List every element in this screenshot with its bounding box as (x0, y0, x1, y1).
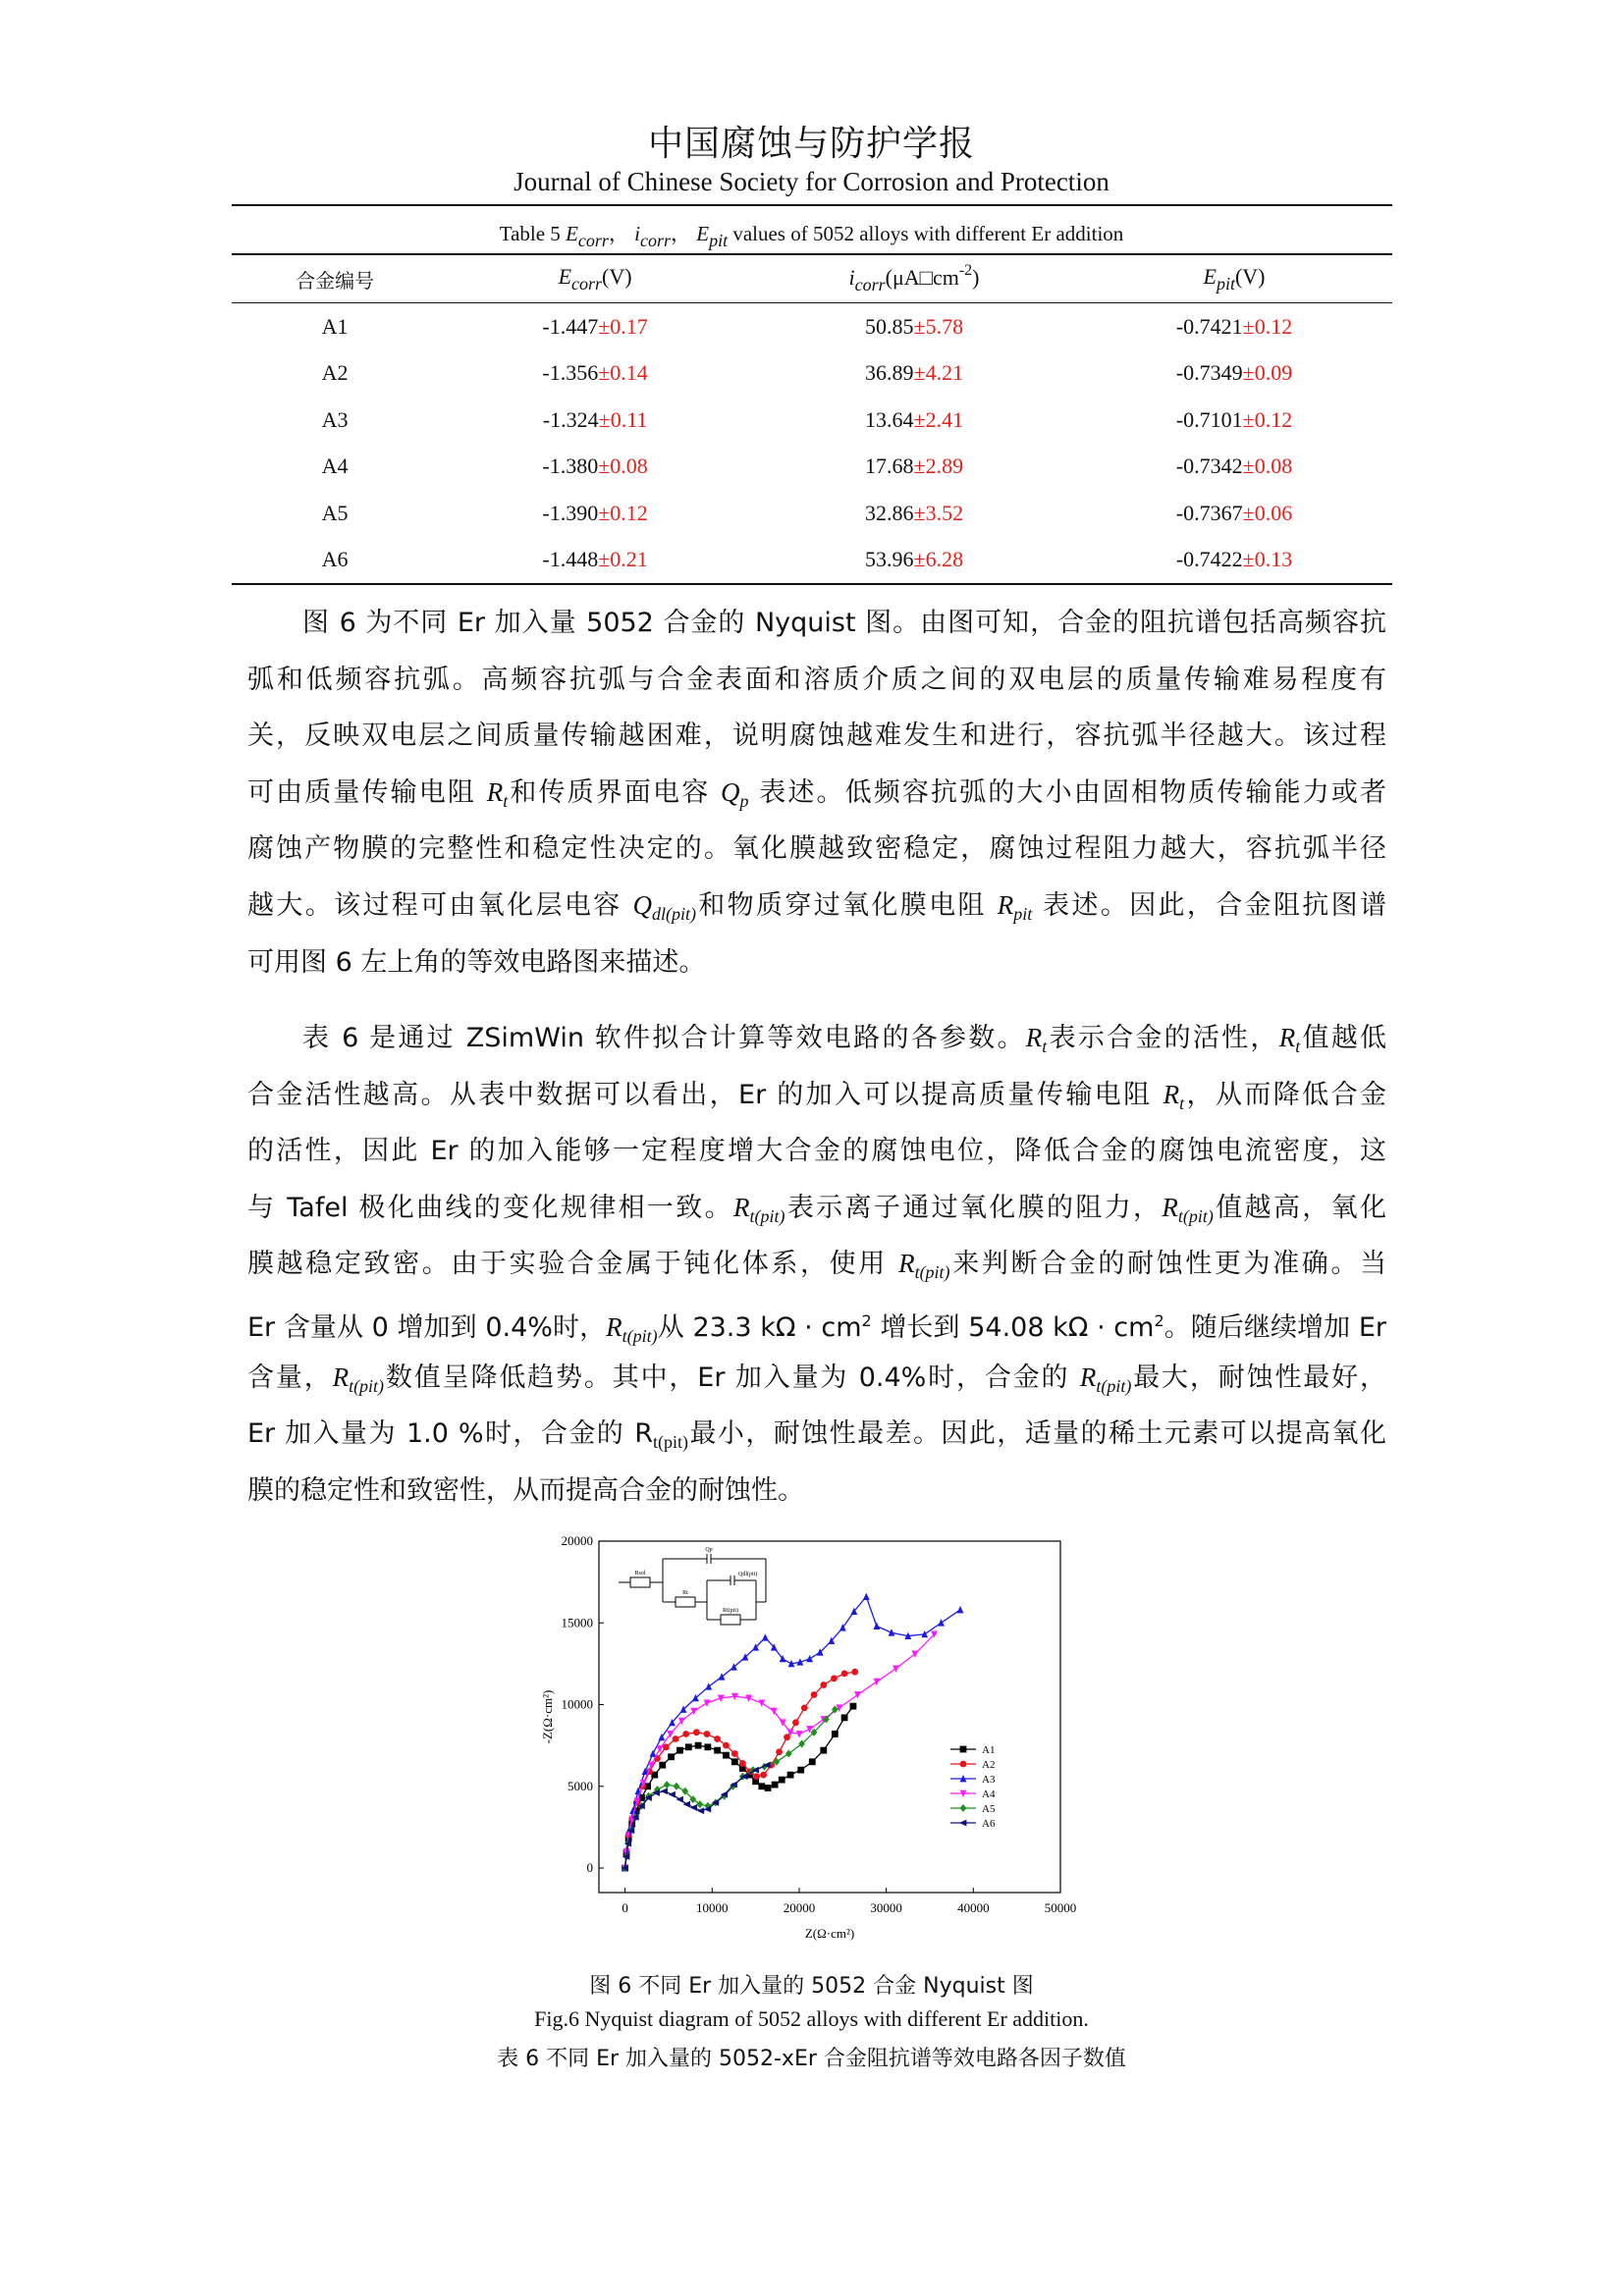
data-point-a3 (762, 1633, 769, 1640)
data-point-a4 (758, 1699, 765, 1706)
data-point-a2 (851, 1669, 858, 1676)
cell-ecorr: -1.390±0.12 (542, 500, 648, 525)
legend-marker (959, 1820, 966, 1827)
legend-marker (960, 1761, 967, 1768)
data-point-a2 (682, 1731, 689, 1737)
p2-line: 膜的稳定性和致密性，从而提高合金的耐蚀性。 (247, 1474, 804, 1506)
cell-epit: -0.7367±0.06 (1175, 500, 1293, 525)
p1-line: 图 6 为不同 Er 加入量 5052 合金的 Nyquist 图。由图可知，合金的阻抗谱包括高频容抗 (302, 608, 1386, 638)
p2-line: Er 加入量为 1.0 %时，合金的 $R_{t(pit)}$最小，耐蚀性最差。因此，适量的稀土元素可以提高氧化 (247, 1418, 1386, 1453)
data-point-a2 (820, 1682, 827, 1688)
data-point-a4 (690, 1708, 697, 1715)
data-point-a2 (792, 1719, 799, 1726)
data-point-a3 (889, 1629, 895, 1635)
cell-epit: -0.7422±0.13 (1175, 547, 1293, 572)
data-point-a3 (873, 1623, 880, 1629)
data-point-a1 (704, 1743, 711, 1750)
p2-line: 合金活性越高。从表中数据可以看出，Er 的加入可以提高质量传输电阻 $R_t$，从而降低合金 (247, 1079, 1387, 1113)
cell-ecorr: -1.324±0.11 (542, 406, 648, 432)
data-point-a1 (659, 1762, 666, 1769)
data-point-a2 (776, 1748, 783, 1755)
data-point-a1 (731, 1758, 738, 1765)
p1-line: 越大。该过程可由氧化层电容 $Q_{dl(pit)}$和物质穿过氧化膜电阻 $R_{pit}$ 表述。因此，合金阻抗图谱 (247, 889, 1386, 924)
y-axis-label: -Z(Ω·cm²) (540, 1689, 555, 1744)
journal-title-en: Journal of Chinese Society for Corrosion and Protection (514, 167, 1109, 196)
data-point-a1 (797, 1767, 804, 1774)
cell-ecorr: -1.447±0.17 (542, 313, 648, 339)
p1-line: 可用图 6 左上角的等效电路图来描述。 (247, 946, 706, 978)
legend-marker (960, 1804, 967, 1812)
data-point-a2 (753, 1773, 760, 1780)
table5-header-row (232, 254, 1392, 303)
circuit-label-qp: Qp (705, 1547, 713, 1553)
table5-row (232, 537, 1392, 585)
data-point-a5 (785, 1749, 792, 1757)
data-point-a1 (695, 1742, 702, 1749)
x-axis-label: Z(Ω·cm²) (804, 1926, 855, 1941)
cell-epit: -0.7421±0.12 (1175, 313, 1293, 339)
fig6-caption-zh: 图 6 不同 Er 加入量的 5052 合金 Nyquist 图 (589, 1974, 1034, 1999)
cell-alloy: A4 (321, 454, 349, 479)
col-icorr: $i_{corr}(\mu A□cm^{-2})$ (848, 262, 980, 294)
p1-line: 弧和低频容抗弧。高频容抗弧与合金表面和溶质介质之间的双电层的质量传输难易程度有 (247, 664, 1386, 695)
data-point-a2 (714, 1735, 721, 1742)
cell-icorr: 17.68±2.89 (864, 454, 964, 479)
table5-row (232, 490, 1392, 537)
table5-row (232, 350, 1392, 398)
data-point-a4 (854, 1691, 861, 1698)
cell-epit: -0.7101±0.12 (1175, 406, 1293, 432)
x-tick-label: 30000 (870, 1900, 902, 1915)
header-rule (232, 204, 1392, 206)
p2-line: 含量，$R_{t(pit)}$数值呈降低趋势。其中，Er 加入量为 0.4%时，合金的 $R_{t(pit)}$最大，耐蚀性最好， (247, 1362, 1387, 1396)
table5-row (232, 303, 1392, 350)
circuit-label-rtpit: Rt(pit) (723, 1608, 738, 1614)
data-point-a1 (758, 1783, 765, 1789)
data-point-a5 (674, 1783, 680, 1790)
col-ecorr: $E_{corr}(V)$ (558, 263, 632, 294)
data-point-a4 (873, 1679, 880, 1685)
data-point-a1 (820, 1747, 827, 1754)
legend-label: A5 (982, 1803, 996, 1815)
p2-line: 膜越稳定致密。由于实验合金属于钝化体系，使用 $R_{t(pit)}$来判断合金的耐蚀性更为准确。当 (247, 1249, 1386, 1283)
data-point-a2 (801, 1704, 808, 1711)
x-tick-label: 50000 (1044, 1900, 1077, 1915)
data-point-a1 (787, 1772, 794, 1779)
p1-line: 腐蚀产物膜的完整性和稳定性决定的。氧化膜越致密稳定，腐蚀过程阻力越大，容抗弧半径 (247, 833, 1386, 865)
data-point-a2 (841, 1670, 848, 1677)
cell-alloy: A6 (321, 547, 349, 572)
paragraph-2 (247, 1010, 1386, 1519)
table6-caption: 表 6 不同 Er 加入量的 5052-xEr 合金阻抗谱等效电路各因子数值 (497, 2047, 1126, 2071)
data-point-a2 (704, 1731, 711, 1737)
circuit-label-qdl: Qdl(pit) (738, 1572, 758, 1577)
col-alloy: 合金编号 (296, 268, 375, 293)
circuit-rsol-resistor (630, 1577, 650, 1587)
circuit-label-rsol: Rsol (634, 1571, 646, 1576)
data-point-a2 (731, 1750, 738, 1757)
legend-marker (960, 1746, 967, 1753)
data-point-a1 (723, 1752, 730, 1759)
data-point-a3 (938, 1619, 945, 1626)
data-point-a6 (668, 1791, 675, 1798)
data-point-a3 (650, 1749, 657, 1756)
y-tick-label: 20000 (561, 1533, 593, 1548)
y-tick-label: 5000 (568, 1778, 593, 1793)
paragraph-1 (247, 595, 1386, 990)
cell-alloy: A1 (321, 313, 349, 339)
data-point-a1 (668, 1753, 675, 1760)
cell-icorr: 53.96±6.28 (864, 547, 964, 572)
legend-label: A4 (982, 1789, 996, 1800)
data-point-a2 (739, 1760, 746, 1767)
table5 (232, 253, 1392, 585)
data-point-a6 (661, 1788, 668, 1794)
data-point-a2 (723, 1742, 730, 1749)
data-point-a4 (893, 1665, 899, 1672)
col-epit: $E_{pit}(V)$ (1203, 263, 1266, 294)
data-point-a1 (841, 1714, 848, 1721)
data-point-a1 (779, 1777, 785, 1784)
data-point-a6 (690, 1804, 697, 1811)
legend-label: A2 (982, 1759, 996, 1771)
p1-line: 可由质量传输电阻 $R_t$和传质界面电容 $Q_p$ 表述。低频容抗弧的大小由固相物质传输能力或者 (247, 776, 1386, 811)
series-line-a1 (625, 1706, 853, 1868)
p2-line: Er 含量从 0 增加到 0.4%时，$R_{t(pit)}$从 23.3 $k\Omega \cdot cm^2$ 增长到 54.08 $k\Omega \cdot cm^2$。随后继续增加 Er (247, 1310, 1386, 1346)
data-point-a1 (685, 1743, 692, 1750)
p2-line: 表 6 是通过 ZSimWin 软件拟合计算等效电路的各参数。$R_t$表示合金的活性，$R_t$值越低 (302, 1023, 1386, 1056)
cell-icorr: 32.86±3.52 (864, 500, 964, 525)
cell-alloy: A3 (321, 406, 349, 432)
data-point-a4 (704, 1699, 711, 1706)
data-point-a1 (676, 1747, 683, 1754)
data-point-a1 (714, 1747, 721, 1754)
data-point-a3 (863, 1593, 870, 1600)
legend-label: A1 (982, 1744, 996, 1756)
journal-title-zh: 中国腐蚀与防护学报 (647, 124, 975, 164)
cell-ecorr: -1.380±0.08 (542, 454, 648, 479)
data-point-a2 (811, 1691, 818, 1698)
cell-icorr: 50.85±5.78 (864, 313, 964, 339)
data-point-a5 (696, 1800, 703, 1808)
x-tick-label: 10000 (696, 1900, 729, 1915)
series-line-a6 (625, 1765, 768, 1868)
p1-line: 关，反映双电层之间质量传输越困难，说明腐蚀越难发生和进行，容抗弧半径越大。该过程 (247, 721, 1386, 752)
data-point-a1 (850, 1703, 857, 1710)
y-tick-label: 0 (586, 1860, 593, 1876)
cell-alloy: A5 (321, 500, 349, 525)
cell-ecorr: -1.356±0.14 (542, 360, 648, 386)
legend-label: A3 (982, 1774, 996, 1786)
plot-frame (599, 1541, 1060, 1893)
circuit-rt-resistor (676, 1597, 695, 1607)
nyquist-chart (530, 1522, 1119, 1953)
cell-epit: -0.7349±0.09 (1175, 360, 1293, 386)
fig6-caption-en: Fig.6 Nyquist diagram of 5052 alloys with different Er addition. (534, 2006, 1089, 2031)
data-point-a2 (831, 1675, 838, 1682)
data-point-a3 (705, 1682, 712, 1689)
data-point-a2 (663, 1743, 670, 1750)
cell-ecorr: -1.448±0.21 (542, 547, 648, 572)
data-point-a4 (912, 1650, 919, 1657)
p2-line: 与 Tafel 极化曲线的变化规律相一致。$R_{t(pit)}$表示离子通过氧化膜的阻力，$R_{t(pit)}$值越高，氧化 (247, 1192, 1387, 1226)
data-point-a4 (796, 1731, 803, 1737)
cell-alloy: A2 (321, 360, 349, 386)
data-point-a3 (719, 1673, 726, 1680)
y-tick-label: 15000 (561, 1615, 593, 1630)
data-point-a3 (957, 1606, 964, 1613)
data-point-a6 (697, 1807, 704, 1814)
table5-row (232, 397, 1392, 444)
table5-caption: Table 5 Ecorr， icorr， Epit values of 5052 alloys with different Er addition (499, 222, 1124, 250)
data-point-a2 (760, 1772, 767, 1779)
data-point-a5 (664, 1781, 671, 1789)
data-point-a1 (772, 1782, 779, 1789)
circuit-label-rt: Rt (682, 1590, 688, 1596)
table5-row (232, 444, 1392, 491)
legend-label: A6 (982, 1818, 996, 1830)
cell-icorr: 36.89±4.21 (864, 360, 964, 386)
data-point-a2 (784, 1734, 790, 1740)
circuit-rtpit-resistor (721, 1615, 740, 1625)
cell-epit: -0.7342±0.08 (1175, 454, 1293, 479)
cell-icorr: 13.64±2.41 (864, 406, 964, 432)
data-point-a3 (806, 1655, 813, 1662)
data-point-a1 (832, 1731, 839, 1737)
data-point-a2 (693, 1729, 700, 1735)
data-point-a1 (809, 1758, 816, 1765)
x-tick-label: 0 (622, 1900, 628, 1915)
data-point-a2 (673, 1735, 679, 1742)
p2-line: 的活性，因此 Er 的加入能够一定程度增大合金的腐蚀电位，降低合金的腐蚀电流密度，这 (247, 1136, 1386, 1167)
x-tick-label: 20000 (783, 1900, 816, 1915)
data-point-a1 (765, 1785, 772, 1791)
x-tick-label: 40000 (957, 1900, 990, 1915)
y-tick-label: 10000 (561, 1696, 593, 1712)
